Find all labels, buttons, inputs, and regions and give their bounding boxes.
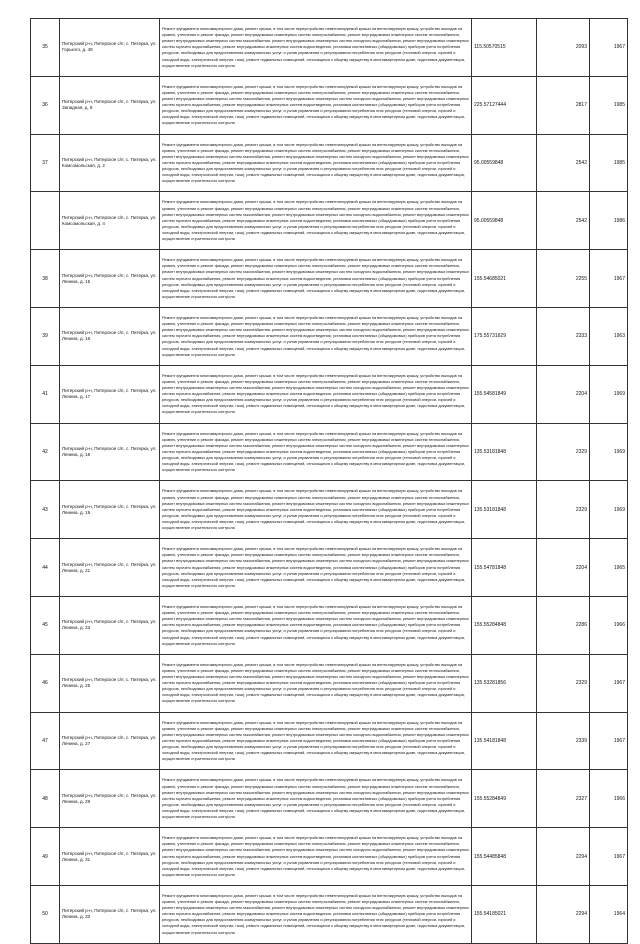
year-cell-text: 1967 (613, 275, 625, 282)
area-cell-text: 2204 (575, 564, 587, 571)
area-cell-text: 2329 (575, 448, 587, 455)
address-cell-text: Питерский р-н, Питерское с/п, с. Питерка, ул. Комсомольская, д. 4 (62, 214, 157, 226)
row-number-text: 46 (42, 680, 48, 687)
area-cell-text: 2339 (575, 737, 587, 744)
address-cell (60, 134, 160, 192)
table-body (31, 19, 628, 944)
address-cell (60, 192, 160, 250)
table-row (31, 19, 628, 77)
year-cell (590, 654, 628, 712)
area-cell-text: 2093 (575, 44, 587, 51)
area-cell-text: 2286 (575, 622, 587, 629)
table-row (31, 654, 628, 712)
row-number-text: 42 (42, 448, 48, 455)
address-cell-text: Питерский р-н, Питерское с/п, с. Питерка, ул. Ленина, д. 15 (62, 272, 157, 284)
row-number (31, 250, 60, 308)
year-cell (590, 885, 628, 943)
work-description-cell (160, 770, 472, 828)
area-cell (537, 250, 590, 308)
address-cell (60, 828, 160, 886)
area-cell (537, 481, 590, 539)
year-cell (590, 828, 628, 886)
area-cell (537, 539, 590, 597)
row-number-text: 36 (42, 102, 48, 109)
row-number (31, 596, 60, 654)
cost-cell-text: 95.00559848 (474, 159, 504, 166)
year-cell (590, 423, 628, 481)
row-number (31, 307, 60, 365)
year-cell-text: 1965 (613, 564, 625, 571)
address-cell (60, 654, 160, 712)
year-cell-text: 1967 (613, 853, 625, 860)
table-row (31, 250, 628, 308)
work-description-cell-text: Ремонт фундамента многоквартирного дома, ремонт крыши, в том числе переустройство невентилируемой крыши на вентилируемую крышу, устройство выходов на кровлю, утепление и ремонт фасада, ремонт внутридомовых инженерных систем электроснабжения, ремонт внутридомовых инженерных систем теплоснабжения, ремонт внутридомовых инженерных систем газоснабжения, ремонт внутридомовых инженерных систем холодного водоснабжения, ремонт внутридомовых инженерных систем горячего водоснабжения, ремонт внутридомовых инженерных систем водоотведения, установка коллективных (общедомовых) приборов учета потребления ресурсов, необходимых для предоставления коммунальных услуг, и узлов управления и регулирования потребления этих ресурсов (тепловой энергии, горячей и холодной воды, электрической энергии, газа), ремонт подвальных помещений, относящихся к общему имуществу в многоквартирном доме, подготовка документации, осуществление строительного контроля (162, 604, 469, 646)
work-description-cell-text: Ремонт фундамента многоквартирного дома, ремонт крыши, в том числе переустройство невентилируемой крыши на вентилируемую крышу, устройство выходов на кровлю, утепление и ремонт фасада, ремонт внутридомовых инженерных систем электроснабжения, ремонт внутридомовых инженерных систем теплоснабжения, ремонт внутридомовых инженерных систем газоснабжения, ремонт внутридомовых инженерных систем холодного водоснабжения, ремонт внутридомовых инженерных систем горячего водоснабжения, ремонт внутридомовых инженерных систем водоотведения, установка коллективных (общедомовых) приборов учета потребления ресурсов, необходимых для предоставления коммунальных услуг, и узлов управления и регулирования потребления этих ресурсов (тепловой энергии, горячей и холодной воды, электрической энергии, газа), ремонт подвальных помещений, относящихся к общему имуществу в многоквартирном доме, подготовка документации, осуществление строительного контроля (162, 777, 469, 819)
row-number (31, 654, 60, 712)
address-cell (60, 76, 160, 134)
address-cell-text: Питерский р-н, Питерское с/п, с. Питерка, ул. Ленина, д. 19 (62, 503, 157, 515)
address-cell (60, 250, 160, 308)
year-cell (590, 19, 628, 77)
area-cell-text: 2333 (575, 333, 587, 340)
year-cell (590, 712, 628, 770)
cost-cell-text: 155.54685021 (474, 275, 506, 282)
area-cell (537, 885, 590, 943)
address-cell-text: Питерский р-н, Питерское с/п, с. Питерка, ул. Ленина, д. 25 (62, 677, 157, 689)
address-cell-text: Питерский р-н, Питерское с/п, с. Питерка, ул. Ленина, д. 17 (62, 388, 157, 400)
cost-cell-text: 95.00559848 (474, 217, 504, 224)
address-cell-text: Питерский р-н, Питерское с/п, с. Питерка, ул. Ленина, д. 33 (62, 908, 157, 920)
row-number (31, 423, 60, 481)
address-cell (60, 770, 160, 828)
row-number (31, 770, 60, 828)
area-cell-text: 2329 (575, 506, 587, 513)
year-cell-text: 1967 (613, 737, 625, 744)
year-cell-text: 1985 (613, 159, 625, 166)
row-number (31, 192, 60, 250)
cost-cell (472, 654, 537, 712)
row-number-text: 37 (42, 159, 48, 166)
work-description-cell (160, 423, 472, 481)
area-cell (537, 596, 590, 654)
work-description-cell (160, 307, 472, 365)
area-cell-text: 2542 (575, 217, 587, 224)
year-cell (590, 76, 628, 134)
work-description-cell-text: Ремонт фундамента многоквартирного дома, ремонт крыши, в том числе переустройство невентилируемой крыши на вентилируемую крышу, устройство выходов на кровлю, утепление и ремонт фасада, ремонт внутридомовых инженерных систем электроснабжения, ремонт внутридомовых инженерных систем теплоснабжения, ремонт внутридомовых инженерных систем газоснабжения, ремонт внутридомовых инженерных систем холодного водоснабжения, ремонт внутридомовых инженерных систем горячего водоснабжения, ремонт внутридомовых инженерных систем водоотведения, установка коллективных (общедомовых) приборов учета потребления ресурсов, необходимых для предоставления коммунальных услуг, и узлов управления и регулирования потребления этих ресурсов (тепловой энергии, горячей и холодной воды, электрической энергии, газа), ремонт подвальных помещений, относящихся к общему имуществу в многоквартирном доме, подготовка документации, осуществление строительного контроля (162, 315, 469, 357)
year-cell-text: 1986 (613, 217, 625, 224)
work-description-cell (160, 596, 472, 654)
area-cell (537, 365, 590, 423)
year-cell (590, 481, 628, 539)
work-description-cell-text: Ремонт фундамента многоквартирного дома, ремонт крыши, в том числе переустройство невентилируемой крыши на вентилируемую крышу, устройство выходов на кровлю, утепление и ремонт фасада, ремонт внутридомовых инженерных систем электроснабжения, ремонт внутридомовых инженерных систем теплоснабжения, ремонт внутридомовых инженерных систем газоснабжения, ремонт внутридомовых инженерных систем холодного водоснабжения, ремонт внутридомовых инженерных систем горячего водоснабжения, ремонт внутридомовых инженерных систем водоотведения, установка коллективных (общедомовых) приборов учета потребления ресурсов, необходимых для предоставления коммунальных услуг, и узлов управления и регулирования потребления этих ресурсов (тепловой энергии, горячей и холодной воды, электрической энергии, газа), ремонт подвальных помещений, относящихся к общему имуществу в многоквартирном доме, подготовка документации, осуществление строительного контроля (162, 546, 469, 588)
work-description-cell (160, 134, 472, 192)
cost-cell (472, 828, 537, 886)
cost-cell (472, 481, 537, 539)
row-number-text: 49 (42, 853, 48, 860)
cost-cell (472, 596, 537, 654)
cost-cell-text: 225.57127444 (474, 102, 506, 109)
address-cell (60, 712, 160, 770)
address-cell (60, 481, 160, 539)
work-description-cell (160, 19, 472, 77)
row-number (31, 76, 60, 134)
work-description-cell-text: Ремонт фундамента многоквартирного дома, ремонт крыши, в том числе переустройство невентилируемой крыши на вентилируемую крышу, устройство выходов на кровлю, утепление и ремонт фасада, ремонт внутридомовых инженерных систем электроснабжения, ремонт внутридомовых инженерных систем теплоснабжения, ремонт внутридомовых инженерных систем газоснабжения, ремонт внутридомовых инженерных систем холодного водоснабжения, ремонт внутридомовых инженерных систем горячего водоснабжения, ремонт внутридомовых инженерных систем водоотведения, установка коллективных (общедомовых) приборов учета потребления ресурсов, необходимых для предоставления коммунальных услуг, и узлов управления и регулирования потребления этих ресурсов (тепловой энергии, горячей и холодной воды, электрической энергии, газа), ремонт подвальных помещений, относящихся к общему имуществу в многоквартирном доме, подготовка документации, осуществление строительного контроля (162, 661, 469, 704)
area-cell-text: 2255 (575, 275, 587, 282)
row-number-text: 50 (42, 911, 48, 918)
cost-cell-text: 135.53181848 (474, 448, 506, 455)
row-number-text: 35 (42, 44, 48, 51)
year-cell (590, 596, 628, 654)
year-cell (590, 134, 628, 192)
address-cell-text: Питерский р-н, Питерское с/п, с. Питерка, ул. Горького, д. 49 (62, 41, 157, 53)
row-number-text: 41 (42, 391, 48, 398)
work-description-cell (160, 250, 472, 308)
year-cell (590, 192, 628, 250)
area-cell-text: 2294 (575, 853, 587, 860)
cost-cell-text: 175.55731629 (474, 333, 506, 340)
work-description-cell-text: Ремонт фундамента многоквартирного дома, ремонт крыши, в том числе переустройство невентилируемой крыши на вентилируемую крышу, устройство выходов на кровлю, утепление и ремонт фасада, ремонт внутридомовых инженерных систем электроснабжения, ремонт внутридомовых инженерных систем теплоснабжения, ремонт внутридомовых инженерных систем газоснабжения, ремонт внутридомовых инженерных систем холодного водоснабжения, ремонт внутридомовых инженерных систем горячего водоснабжения, ремонт внутридомовых инженерных систем водоотведения, установка коллективных (общедомовых) приборов учета потребления ресурсов, необходимых для предоставления коммунальных услуг, и узлов управления и регулирования потребления этих ресурсов (тепловой энергии, горячей и холодной воды, электрической энергии, газа), ремонт подвальных помещений, относящихся к общему имуществу в многоквартирном доме, подготовка документации, осуществление строительного контроля (162, 83, 469, 126)
address-cell-text: Питерский р-н, Питерское с/п, с. Питерка, ул. Ленина, д. 21 (62, 561, 157, 573)
address-cell-text: Питерский р-н, Питерское с/п, с. Питерка, ул. Ленина, д. 18 (62, 445, 157, 457)
work-description-cell (160, 654, 472, 712)
area-cell (537, 19, 590, 77)
cost-cell (472, 134, 537, 192)
work-description-cell-text: Ремонт фундамента многоквартирного дома, ремонт крыши, в том числе переустройство невентилируемой крыши на вентилируемую крышу, устройство выходов на кровлю, утепление и ремонт фасада, ремонт внутридомовых инженерных систем электроснабжения, ремонт внутридомовых инженерных систем теплоснабжения, ремонт внутридомовых инженерных систем газоснабжения, ремонт внутридомовых инженерных систем холодного водоснабжения, ремонт внутридомовых инженерных систем горячего водоснабжения, ремонт внутридомовых инженерных систем водоотведения, установка коллективных (общедомовых) приборов учета потребления ресурсов, необходимых для предоставления коммунальных услуг, и узлов управления и регулирования потребления этих ресурсов (тепловой энергии, горячей и холодной воды, электрической энергии, газа), ремонт подвальных помещений, относящихся к общему имуществу в многоквартирном доме, подготовка документации, осуществление строительного контроля (162, 719, 469, 762)
year-cell (590, 539, 628, 597)
row-number (31, 828, 60, 886)
area-cell (537, 654, 590, 712)
area-cell (537, 712, 590, 770)
address-cell-text: Питерский р-н, Питерское с/п, с. Питерка, ул. Западная, д. 9 (62, 99, 157, 111)
area-cell (537, 76, 590, 134)
year-cell-text: 1966 (613, 795, 625, 802)
table-row (31, 539, 628, 597)
cost-cell-text: 135.54181848 (474, 737, 506, 744)
cost-cell-text: 155.54485848 (474, 853, 506, 860)
area-cell (537, 307, 590, 365)
year-cell-text: 1969 (613, 506, 625, 513)
row-number (31, 365, 60, 423)
work-description-cell-text: Ремонт фундамента многоквартирного дома, ремонт крыши, в том числе переустройство невентилируемой крыши на вентилируемую крышу, устройство выходов на кровлю, утепление и ремонт фасада, ремонт внутридомовых инженерных систем электроснабжения, ремонт внутридомовых инженерных систем теплоснабжения, ремонт внутридомовых инженерных систем газоснабжения, ремонт внутридомовых инженерных систем холодного водоснабжения, ремонт внутридомовых инженерных систем горячего водоснабжения, ремонт внутридомовых инженерных систем водоотведения, установка коллективных (общедомовых) приборов учета потребления ресурсов, необходимых для предоставления коммунальных услуг, и узлов управления и регулирования потребления этих ресурсов (тепловой энергии, горячей и холодной воды, электрической энергии, газа), ремонт подвальных помещений, относящихся к общему имуществу в многоквартирном доме, подготовка документации, осуществление строительного контроля (162, 141, 469, 184)
cost-cell (472, 770, 537, 828)
cost-cell-text: 155.55284849 (474, 795, 506, 802)
year-cell-text: 1967 (613, 44, 625, 51)
cost-cell-text: 115.50570515 (474, 44, 506, 51)
year-cell-text: 1969 (613, 448, 625, 455)
cost-cell (472, 539, 537, 597)
row-number (31, 134, 60, 192)
cost-cell (472, 365, 537, 423)
area-cell (537, 192, 590, 250)
cost-cell (472, 423, 537, 481)
area-cell-text: 2817 (575, 102, 587, 109)
work-description-cell-text: Ремонт фундамента многоквартирного дома, ремонт крыши, в том числе переустройство невентилируемой крыши на вентилируемую крышу, устройство выходов на кровлю, утепление и ремонт фасада, ремонт внутридомовых инженерных систем электроснабжения, ремонт внутридомовых инженерных систем теплоснабжения, ремонт внутридомовых инженерных систем газоснабжения, ремонт внутридомовых инженерных систем холодного водоснабжения, ремонт внутридомовых инженерных систем горячего водоснабжения, ремонт внутридомовых инженерных систем водоотведения, установка коллективных (общедомовых) приборов учета потребления ресурсов, необходимых для предоставления коммунальных услуг, и узлов управления и регулирования потребления этих ресурсов (тепловой энергии, горячей и холодной воды, электрической энергии, газа), ремонт подвальных помещений, относящихся к общему имуществу в многоквартирном доме, подготовка документации, осуществление строительного контроля (162, 26, 469, 68)
row-number (31, 19, 60, 77)
address-cell (60, 365, 160, 423)
table-row (31, 192, 628, 250)
cost-cell-text: 135.53181848 (474, 506, 506, 513)
work-description-cell-text: Ремонт фундамента многоквартирного дома, ремонт крыши, в том числе переустройство невентилируемой крыши на вентилируемую крышу, устройство выходов на кровлю, утепление и ремонт фасада, ремонт внутридомовых инженерных систем электроснабжения, ремонт внутридомовых инженерных систем теплоснабжения, ремонт внутридомовых инженерных систем газоснабжения, ремонт внутридомовых инженерных систем холодного водоснабжения, ремонт внутридомовых инженерных систем горячего водоснабжения, ремонт внутридомовых инженерных систем водоотведения, установка коллективных (общедомовых) приборов учета потребления ресурсов, необходимых для предоставления коммунальных услуг, и узлов управления и регулирования потребления этих ресурсов (тепловой энергии, горячей и холодной воды, электрической энергии, газа), ремонт подвальных помещений, относящихся к общему имуществу в многоквартирном доме, подготовка документации, осуществление строительного контроля (162, 835, 469, 877)
table-row (31, 828, 628, 886)
area-cell-text: 2542 (575, 159, 587, 166)
address-cell-text: Питерский р-н, Питерское с/п, с. Питерка, ул. Ленина, д. 31 (62, 850, 157, 862)
address-cell-text: Питерский р-н, Питерское с/п, с. Питерка, ул. Комсомольская, д. 2 (62, 156, 157, 168)
address-cell-text: Питерский р-н, Питерское с/п, с. Питерка, ул. Ленина, д. 23 (62, 619, 157, 631)
row-number-text: 44 (42, 564, 48, 571)
year-cell (590, 365, 628, 423)
area-cell (537, 134, 590, 192)
row-number-text: 38 (42, 275, 48, 282)
row-number-text: 48 (42, 795, 48, 802)
work-description-cell (160, 481, 472, 539)
work-description-cell (160, 76, 472, 134)
year-cell-text: 1963 (613, 333, 625, 340)
table-row (31, 76, 628, 134)
work-description-cell-text: Ремонт фундамента многоквартирного дома, ремонт крыши, в том числе переустройство невентилируемой крыши на вентилируемую крышу, устройство выходов на кровлю, утепление и ремонт фасада, ремонт внутридомовых инженерных систем электроснабжения, ремонт внутридомовых инженерных систем теплоснабжения, ремонт внутридомовых инженерных систем газоснабжения, ремонт внутридомовых инженерных систем холодного водоснабжения, ремонт внутридомовых инженерных систем горячего водоснабжения, ремонт внутридомовых инженерных систем водоотведения, установка коллективных (общедомовых) приборов учета потребления ресурсов, необходимых для предоставления коммунальных услуг, и узлов управления и регулирования потребления этих ресурсов (тепловой энергии, горячей и холодной воды, электрической энергии, газа), ремонт подвальных помещений, относящихся к общему имуществу в многоквартирном доме, подготовка документации, осуществление строительного контроля (162, 199, 469, 242)
cost-cell-text: 155.54781848 (474, 564, 506, 571)
area-cell (537, 828, 590, 886)
row-number (31, 712, 60, 770)
area-cell-text: 2294 (575, 911, 587, 918)
row-number (31, 885, 60, 943)
table-row (31, 423, 628, 481)
row-number-text: 45 (42, 622, 48, 629)
cost-cell (472, 19, 537, 77)
area-cell (537, 423, 590, 481)
address-cell-text: Питерский р-н, Питерское с/п, с. Питерка, ул. Ленина, д. 29 (62, 792, 157, 804)
cost-cell-text: 135.53281856 (474, 680, 506, 687)
address-cell (60, 539, 160, 597)
cost-cell (472, 885, 537, 943)
table-row (31, 134, 628, 192)
address-cell (60, 596, 160, 654)
table-row (31, 712, 628, 770)
work-description-cell-text: Ремонт фундамента многоквартирного дома, ремонт крыши, в том числе переустройство невентилируемой крыши на вентилируемую крышу, устройство выходов на кровлю, утепление и ремонт фасада, ремонт внутридомовых инженерных систем электроснабжения, ремонт внутридомовых инженерных систем теплоснабжения, ремонт внутридомовых инженерных систем газоснабжения, ремонт внутридомовых инженерных систем холодного водоснабжения, ремонт внутридомовых инженерных систем горячего водоснабжения, ремонт внутридомовых инженерных систем водоотведения, установка коллективных (общедомовых) приборов учета потребления ресурсов, необходимых для предоставления коммунальных услуг, и узлов управления и регулирования потребления этих ресурсов (тепловой энергии, горячей и холодной воды, электрической энергии, газа), ремонт подвальных помещений, относящихся к общему имуществу в многоквартирном доме, подготовка документации, осуществление строительного контроля (162, 257, 469, 299)
area-cell-text: 2327 (575, 795, 587, 802)
area-cell (537, 770, 590, 828)
work-description-cell (160, 539, 472, 597)
address-cell (60, 423, 160, 481)
row-number (31, 539, 60, 597)
cost-cell (472, 712, 537, 770)
address-cell (60, 19, 160, 77)
cost-cell-text: 155.55284848 (474, 622, 506, 629)
cost-cell-text: 155.54581849 (474, 391, 506, 398)
table-row (31, 770, 628, 828)
cost-cell-text: 155.54185021 (474, 911, 506, 918)
year-cell (590, 250, 628, 308)
year-cell (590, 307, 628, 365)
row-number-text: 39 (42, 333, 48, 340)
work-description-cell (160, 712, 472, 770)
year-cell (590, 770, 628, 828)
area-cell-text: 2329 (575, 680, 587, 687)
table-row (31, 365, 628, 423)
cost-cell (472, 192, 537, 250)
address-cell-text: Питерский р-н, Питерское с/п, с. Питерка, ул. Ленина, д. 27 (62, 734, 157, 746)
work-description-cell-text: Ремонт фундамента многоквартирного дома, ремонт крыши, в том числе переустройство невентилируемой крыши на вентилируемую крышу, устройство выходов на кровлю, утепление и ремонт фасада, ремонт внутридомовых инженерных систем электроснабжения, ремонт внутридомовых инженерных систем теплоснабжения, ремонт внутридомовых инженерных систем газоснабжения, ремонт внутридомовых инженерных систем холодного водоснабжения, ремонт внутридомовых инженерных систем горячего водоснабжения, ремонт внутридомовых инженерных систем водоотведения, установка коллективных (общедомовых) приборов учета потребления ресурсов, необходимых для предоставления коммунальных услуг, и узлов управления и регулирования потребления этих ресурсов (тепловой энергии, горячей и холодной воды, электрической энергии, газа), ремонт подвальных помещений, относящихся к общему имуществу в многоквартирном доме, подготовка документации, осуществление строительного контроля (162, 893, 469, 935)
year-cell-text: 1964 (613, 911, 625, 918)
work-description-cell (160, 828, 472, 886)
work-description-cell-text: Ремонт фундамента многоквартирного дома, ремонт крыши, в том числе переустройство невентилируемой крыши на вентилируемую крышу, устройство выходов на кровлю, утепление и ремонт фасада, ремонт внутридомовых инженерных систем электроснабжения, ремонт внутридомовых инженерных систем теплоснабжения, ремонт внутридомовых инженерных систем газоснабжения, ремонт внутридомовых инженерных систем холодного водоснабжения, ремонт внутридомовых инженерных систем горячего водоснабжения, ремонт внутридомовых инженерных систем водоотведения, установка коллективных (общедомовых) приборов учета потребления ресурсов, необходимых для предоставления коммунальных услуг, и узлов управления и регулирования потребления этих ресурсов (тепловой энергии, горячей и холодной воды, электрической энергии, газа), ремонт подвальных помещений, относящихся к общему имуществу в многоквартирном доме, подготовка документации, осуществление строительного контроля (162, 372, 469, 415)
work-description-cell (160, 192, 472, 250)
address-cell (60, 885, 160, 943)
address-cell-text: Питерский р-н, Питерское с/п, с. Питерка, ул. Ленина, д. 16 (62, 330, 157, 342)
table-row (31, 481, 628, 539)
work-description-cell-text: Ремонт фундамента многоквартирного дома, ремонт крыши, в том числе переустройство невентилируемой крыши на вентилируемую крышу, устройство выходов на кровлю, утепление и ремонт фасада, ремонт внутридомовых инженерных систем электроснабжения, ремонт внутридомовых инженерных систем теплоснабжения, ремонт внутридомовых инженерных систем газоснабжения, ремонт внутридомовых инженерных систем холодного водоснабжения, ремонт внутридомовых инженерных систем горячего водоснабжения, ремонт внутридомовых инженерных систем водоотведения, установка коллективных (общедомовых) приборов учета потребления ресурсов, необходимых для предоставления коммунальных услуг, и узлов управления и регулирования потребления этих ресурсов (тепловой энергии, горячей и холодной воды, электрической энергии, газа), ремонт подвальных помещений, относящихся к общему имуществу в многоквартирном доме, подготовка документации, осуществление строительного контроля (162, 488, 469, 530)
year-cell-text: 1967 (613, 680, 625, 687)
year-cell-text: 1966 (613, 622, 625, 629)
row-number (31, 481, 60, 539)
row-number-text: 43 (42, 506, 48, 513)
address-cell (60, 307, 160, 365)
year-cell-text: 1969 (613, 391, 625, 398)
repair-program-table (30, 18, 628, 944)
cost-cell (472, 76, 537, 134)
cost-cell (472, 250, 537, 308)
work-description-cell (160, 885, 472, 943)
table-row (31, 885, 628, 943)
year-cell-text: 1985 (613, 102, 625, 109)
table-row (31, 596, 628, 654)
cost-cell (472, 307, 537, 365)
table-row (31, 307, 628, 365)
row-number-text: 47 (42, 737, 48, 744)
work-description-cell-text: Ремонт фундамента многоквартирного дома, ремонт крыши, в том числе переустройство невентилируемой крыши на вентилируемую крышу, устройство выходов на кровлю, утепление и ремонт фасада, ремонт внутридомовых инженерных систем электроснабжения, ремонт внутридомовых инженерных систем теплоснабжения, ремонт внутридомовых инженерных систем газоснабжения, ремонт внутридомовых инженерных систем холодного водоснабжения, ремонт внутридомовых инженерных систем горячего водоснабжения, ремонт внутридомовых инженерных систем водоотведения, установка коллективных (общедомовых) приборов учета потребления ресурсов, необходимых для предоставления коммунальных услуг, и узлов управления и регулирования потребления этих ресурсов (тепловой энергии, горячей и холодной воды, электрической энергии, газа), ремонт подвальных помещений, относящихся к общему имуществу в многоквартирном доме, подготовка документации, осуществление строительного контроля (162, 430, 469, 473)
work-description-cell (160, 365, 472, 423)
area-cell-text: 2204 (575, 391, 587, 398)
